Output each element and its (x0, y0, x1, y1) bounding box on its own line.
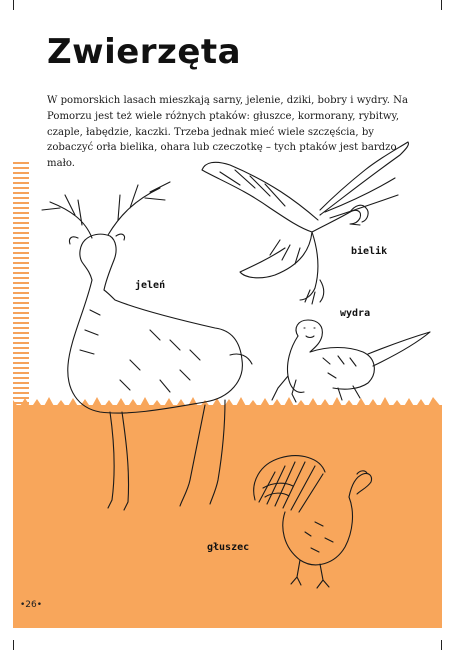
crop-mark (441, 640, 442, 650)
deer-illustration (30, 180, 275, 520)
otter-illustration (268, 318, 433, 408)
capercaillie-label: głuszec (207, 542, 250, 553)
crop-mark (13, 0, 14, 10)
intro-paragraph: W pomorskich lasach mieszkają sarny, jelenie, dziki, bobry i wydry. Na Pomorzu jest też wiele różnych ptaków: głuszce, kormorany, rybitwy, czaple, łabędzie, kaczki. Trzeba jednak mieć wiele szczęścia, by zobaczyć orła bielika, ohara lub czeczotkę – tych ptaków jest bardzo mało. (47, 95, 408, 170)
crop-mark (13, 640, 14, 650)
eagle-label: bielik (351, 246, 388, 257)
otter-label: wydra (340, 308, 371, 319)
striped-margin-decoration (13, 162, 29, 412)
deer-label: jeleń (135, 280, 166, 291)
page-title: Zwierzęta (47, 32, 242, 72)
page-number: •26• (20, 600, 43, 610)
capercaillie-illustration (245, 452, 375, 592)
crop-mark (441, 0, 442, 10)
